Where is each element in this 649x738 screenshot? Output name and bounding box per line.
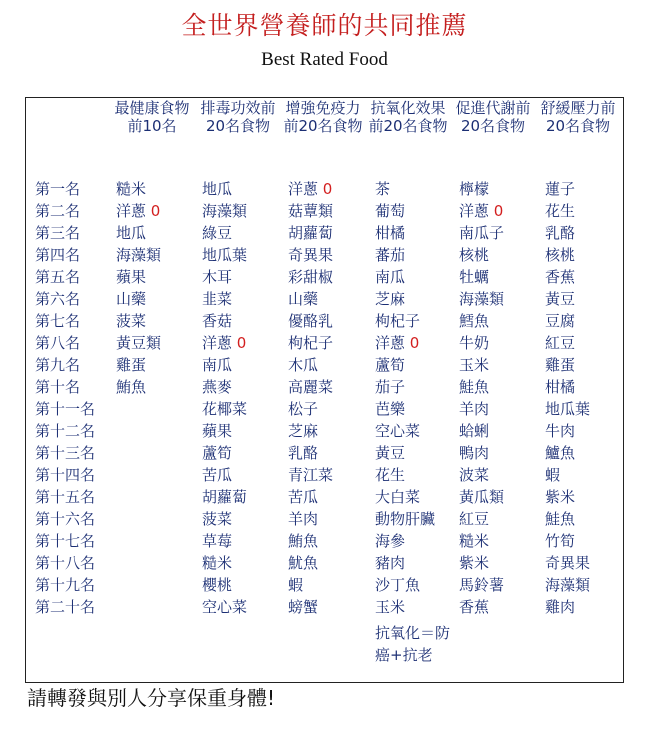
food-name: 香蕉 [459, 598, 490, 616]
antioxidant-food-item [375, 266, 405, 288]
antioxidant-food-item [375, 200, 405, 222]
food-name: 雞肉 [545, 598, 576, 616]
stress-food-item [545, 442, 575, 464]
food-name: 牛肉 [545, 422, 576, 440]
food-name: 鱈魚 [459, 312, 490, 330]
food-name: 草莓 [202, 532, 233, 550]
food-name: 蝦 [545, 466, 561, 484]
metabolism-food-item [459, 244, 489, 266]
stress-food-item [545, 200, 575, 222]
rank-label: 第十一名 [35, 400, 96, 418]
metabolism-food-item [459, 376, 489, 398]
food-name: 乳酪 [545, 224, 576, 242]
highlight-mark: 0 [146, 202, 161, 220]
food-name: 鮪魚 [288, 532, 319, 550]
food-name: 豆腐 [545, 312, 576, 330]
food-name: 海藻類 [202, 202, 248, 220]
stress-food-item [545, 574, 590, 596]
food-name: 雞蛋 [116, 356, 147, 374]
metabolism-food-item [459, 332, 489, 354]
food-name: 蘆筍 [375, 356, 406, 374]
healthiest-food-item [116, 354, 146, 376]
antioxidant-food-item [375, 178, 390, 200]
food-name: 高麗菜 [288, 378, 334, 396]
food-name: 黃豆 [545, 290, 576, 308]
antioxidant-food-item [375, 486, 420, 508]
metabolism-food-item [459, 288, 504, 310]
food-name: 燕麥 [202, 378, 233, 396]
food-name: 紫米 [545, 488, 576, 506]
metabolism-food-item [459, 398, 489, 420]
food-name: 香菇 [202, 312, 233, 330]
stress-food-item [545, 244, 575, 266]
food-name: 核桃 [545, 246, 576, 264]
food-name: 海參 [375, 532, 406, 550]
rank-label: 第十三名 [35, 444, 96, 462]
food-name: 竹筍 [545, 532, 576, 550]
page-title: 全世界營養師的共同推薦 [181, 11, 468, 40]
food-name: 乳酪 [288, 444, 319, 462]
stress-food-item [545, 376, 575, 398]
immunity-food-item [288, 508, 318, 530]
food-name: 櫻桃 [202, 576, 233, 594]
food-name: 蘋果 [202, 422, 233, 440]
rank-label: 第十五名 [35, 488, 96, 506]
detox-food-item [202, 442, 232, 464]
rank-label: 第十四名 [35, 466, 96, 484]
food-name: 洋蔥 [459, 202, 490, 220]
food-table [25, 97, 624, 683]
metabolism-food-item [459, 310, 489, 332]
food-name: 蓮子 [545, 180, 576, 198]
stress-food-item [545, 332, 575, 354]
highlight-mark: 0 [232, 334, 247, 352]
antioxidant-food-item [375, 332, 419, 354]
antioxidant-food-item [375, 244, 405, 266]
rank-label: 第三名 [35, 224, 81, 242]
food-name: 芝麻 [375, 290, 406, 308]
column-header-metabolism: 促進代謝前20名食物 [455, 99, 531, 135]
immunity-food-item [288, 464, 333, 486]
food-name: 魷魚 [288, 554, 319, 572]
metabolism-food-item [459, 530, 489, 552]
antioxidant-food-item [375, 354, 405, 376]
food-name: 鴨肉 [459, 444, 490, 462]
metabolism-food-item [459, 596, 489, 618]
food-name: 洋蔥 [375, 334, 406, 352]
immunity-food-item [288, 486, 318, 508]
stress-food-item [545, 398, 590, 420]
detox-food-item [202, 574, 232, 596]
immunity-food-item [288, 596, 318, 618]
healthiest-food-item [116, 178, 146, 200]
antioxidant-food-item [375, 530, 405, 552]
food-name: 地瓜葉 [202, 246, 248, 264]
rank-label: 第二十名 [35, 598, 96, 616]
antioxidant-food-item [375, 596, 405, 618]
food-name: 茄子 [375, 378, 406, 396]
healthiest-food-item [116, 310, 146, 332]
food-name: 花生 [545, 202, 576, 220]
detox-food-item [202, 376, 232, 398]
immunity-food-item [288, 530, 318, 552]
detox-food-item [202, 486, 247, 508]
metabolism-food-item [459, 508, 489, 530]
food-name: 鮭魚 [459, 378, 490, 396]
column-header-immunity: 增強免疫力前20名食物 [283, 99, 363, 135]
detox-food-item [202, 266, 232, 288]
food-name: 韭菜 [202, 290, 233, 308]
stress-food-item [545, 552, 590, 574]
food-name: 地瓜 [202, 180, 233, 198]
healthiest-food-item [116, 244, 161, 266]
food-name: 胡蘿蔔 [202, 488, 248, 506]
food-name: 地瓜 [116, 224, 147, 242]
healthiest-food-item [116, 332, 161, 354]
food-name: 鮪魚 [116, 378, 147, 396]
highlight-mark: 0 [318, 180, 333, 198]
food-name: 芭樂 [375, 400, 406, 418]
healthiest-food-item [116, 288, 146, 310]
stress-food-item [545, 596, 575, 618]
food-name: 糙米 [116, 180, 147, 198]
rank-label: 第十八名 [35, 554, 96, 572]
food-name: 優酪乳 [288, 312, 334, 330]
rank-label: 第八名 [35, 334, 81, 352]
column-header-healthiest: 最健康食物前10名 [114, 99, 190, 135]
rank-label: 第五名 [35, 268, 81, 286]
food-name: 蕃茄 [375, 246, 406, 264]
food-name: 苦瓜 [288, 488, 319, 506]
immunity-food-item [288, 398, 318, 420]
detox-food-item [202, 332, 246, 354]
food-name: 玉米 [375, 598, 406, 616]
food-name: 彩甜椒 [288, 268, 334, 286]
stress-food-item [545, 288, 575, 310]
food-name: 蝦 [288, 576, 304, 594]
rank-label: 第二名 [35, 202, 81, 220]
metabolism-food-item [459, 574, 504, 596]
metabolism-food-item [459, 354, 489, 376]
food-name: 柑橘 [375, 224, 406, 242]
food-name: 洋蔥 [202, 334, 233, 352]
rank-label: 第七名 [35, 312, 81, 330]
healthiest-food-item [116, 266, 146, 288]
food-name: 洋蔥 [288, 180, 319, 198]
food-name: 柑橘 [545, 378, 576, 396]
food-name: 枸杞子 [375, 312, 421, 330]
rank-label: 第十名 [35, 378, 81, 396]
stress-food-item [545, 178, 575, 200]
antioxidant-note: 抗氧化＝防癌+抗老 [375, 624, 451, 664]
food-name: 馬鈴薯 [459, 576, 505, 594]
immunity-food-item [288, 354, 318, 376]
food-name: 核桃 [459, 246, 490, 264]
antioxidant-food-item [375, 464, 405, 486]
detox-food-item [202, 398, 247, 420]
food-name: 菠菜 [116, 312, 147, 330]
food-name: 山藥 [288, 290, 319, 308]
antioxidant-food-item [375, 552, 405, 574]
metabolism-food-item [459, 486, 504, 508]
food-name: 地瓜葉 [545, 400, 591, 418]
stress-food-item [545, 530, 575, 552]
antioxidant-food-item [375, 574, 420, 596]
detox-food-item [202, 530, 232, 552]
metabolism-food-item [459, 552, 489, 574]
highlight-mark: 0 [489, 202, 504, 220]
food-name: 奇異果 [288, 246, 334, 264]
stress-food-item [545, 464, 560, 486]
column-header-stress: 舒緩壓力前20名食物 [540, 99, 616, 135]
immunity-food-item [288, 200, 333, 222]
food-name: 海藻類 [459, 290, 505, 308]
food-name: 黃瓜類 [459, 488, 505, 506]
food-name: 枸杞子 [288, 334, 334, 352]
rank-label: 第十七名 [35, 532, 96, 550]
metabolism-food-item [459, 200, 503, 222]
share-footer: 請轉發與別人分享保重身體! [27, 686, 276, 710]
detox-food-item [202, 464, 232, 486]
food-name: 動物肝臟 [375, 510, 436, 528]
antioxidant-food-item [375, 310, 420, 332]
detox-food-item [202, 178, 232, 200]
food-name: 花生 [375, 466, 406, 484]
food-name: 玉米 [459, 356, 490, 374]
food-name: 羊肉 [288, 510, 319, 528]
immunity-food-item [288, 376, 333, 398]
immunity-food-item [288, 442, 318, 464]
food-name: 糙米 [459, 532, 490, 550]
stress-food-item [545, 266, 575, 288]
food-name: 芝麻 [288, 422, 319, 440]
food-name: 洋蔥 [116, 202, 147, 220]
antioxidant-food-item [375, 442, 405, 464]
food-name: 木瓜 [288, 356, 319, 374]
food-name: 花椰菜 [202, 400, 248, 418]
food-name: 沙丁魚 [375, 576, 421, 594]
detox-food-item [202, 596, 247, 618]
food-name: 南瓜 [202, 356, 233, 374]
food-name: 奇異果 [545, 554, 591, 572]
food-name: 鮭魚 [545, 510, 576, 528]
food-name: 空心菜 [202, 598, 248, 616]
rank-label: 第六名 [35, 290, 81, 308]
food-name: 菠菜 [202, 510, 233, 528]
immunity-food-item [288, 574, 303, 596]
food-name: 海藻類 [116, 246, 162, 264]
stress-food-item [545, 420, 575, 442]
immunity-food-item [288, 222, 333, 244]
stress-food-item [545, 354, 575, 376]
metabolism-food-item [459, 178, 489, 200]
food-name: 松子 [288, 400, 319, 418]
detox-food-item [202, 222, 232, 244]
food-name: 南瓜子 [459, 224, 505, 242]
food-name: 螃蟹 [288, 598, 319, 616]
rank-label: 第一名 [35, 180, 81, 198]
rank-label: 第四名 [35, 246, 81, 264]
stress-food-item [545, 222, 575, 244]
antioxidant-food-item [375, 420, 420, 442]
healthiest-food-item [116, 200, 160, 222]
food-name: 苦瓜 [202, 466, 233, 484]
food-name: 鱸魚 [545, 444, 576, 462]
food-name: 海藻類 [545, 576, 591, 594]
column-header-antioxidant: 抗氧化效果前20名食物 [368, 99, 448, 135]
food-name: 紅豆 [545, 334, 576, 352]
detox-food-item [202, 552, 232, 574]
food-name: 茶 [375, 180, 391, 198]
metabolism-food-item [459, 266, 489, 288]
healthiest-food-item [116, 376, 146, 398]
healthiest-food-item [116, 222, 146, 244]
food-name: 雞蛋 [545, 356, 576, 374]
antioxidant-food-item [375, 288, 405, 310]
immunity-food-item [288, 332, 333, 354]
detox-food-item [202, 420, 232, 442]
detox-food-item [202, 244, 247, 266]
food-name: 豬肉 [375, 554, 406, 572]
antioxidant-food-item [375, 376, 405, 398]
food-name: 黃豆 [375, 444, 406, 462]
food-name: 檸檬 [459, 180, 490, 198]
page-subtitle: Best Rated Food [261, 49, 388, 70]
column-header-detox: 排毒功效前20名食物 [200, 99, 276, 135]
food-name: 紫米 [459, 554, 490, 572]
highlight-mark: 0 [405, 334, 420, 352]
food-name: 木耳 [202, 268, 233, 286]
immunity-food-item [288, 420, 318, 442]
food-name: 香蕉 [545, 268, 576, 286]
food-name: 葡萄 [375, 202, 406, 220]
rank-label: 第九名 [35, 356, 81, 374]
immunity-food-item [288, 288, 318, 310]
stress-food-item [545, 508, 575, 530]
food-name: 波菜 [459, 466, 490, 484]
food-name: 紅豆 [459, 510, 490, 528]
food-name: 空心菜 [375, 422, 421, 440]
food-name: 黃豆類 [116, 334, 162, 352]
antioxidant-food-item [375, 398, 405, 420]
stress-food-item [545, 310, 575, 332]
antioxidant-food-item [375, 222, 405, 244]
food-name: 蘆筍 [202, 444, 233, 462]
food-name: 胡蘿蔔 [288, 224, 334, 242]
food-name: 青江菜 [288, 466, 334, 484]
metabolism-food-item [459, 222, 504, 244]
food-name: 牡蠣 [459, 268, 490, 286]
immunity-food-item [288, 178, 332, 200]
detox-food-item [202, 354, 232, 376]
metabolism-food-item [459, 442, 489, 464]
immunity-food-item [288, 244, 333, 266]
rank-label: 第十二名 [35, 422, 96, 440]
rank-label: 第十九名 [35, 576, 96, 594]
detox-food-item [202, 200, 247, 222]
metabolism-food-item [459, 464, 489, 486]
detox-food-item [202, 310, 232, 332]
antioxidant-food-item [375, 508, 435, 530]
rank-label: 第十六名 [35, 510, 96, 528]
food-name: 蛤蜊 [459, 422, 490, 440]
food-name: 菇蕈類 [288, 202, 334, 220]
metabolism-food-item [459, 420, 489, 442]
immunity-food-item [288, 552, 318, 574]
food-name: 南瓜 [375, 268, 406, 286]
food-name: 蘋果 [116, 268, 147, 286]
food-name: 牛奶 [459, 334, 490, 352]
food-name: 糙米 [202, 554, 233, 572]
food-name: 大白菜 [375, 488, 421, 506]
immunity-food-item [288, 310, 333, 332]
detox-food-item [202, 508, 232, 530]
food-name: 綠豆 [202, 224, 233, 242]
stress-food-item [545, 486, 575, 508]
immunity-food-item [288, 266, 333, 288]
detox-food-item [202, 288, 232, 310]
food-name: 山藥 [116, 290, 147, 308]
food-name: 羊肉 [459, 400, 490, 418]
